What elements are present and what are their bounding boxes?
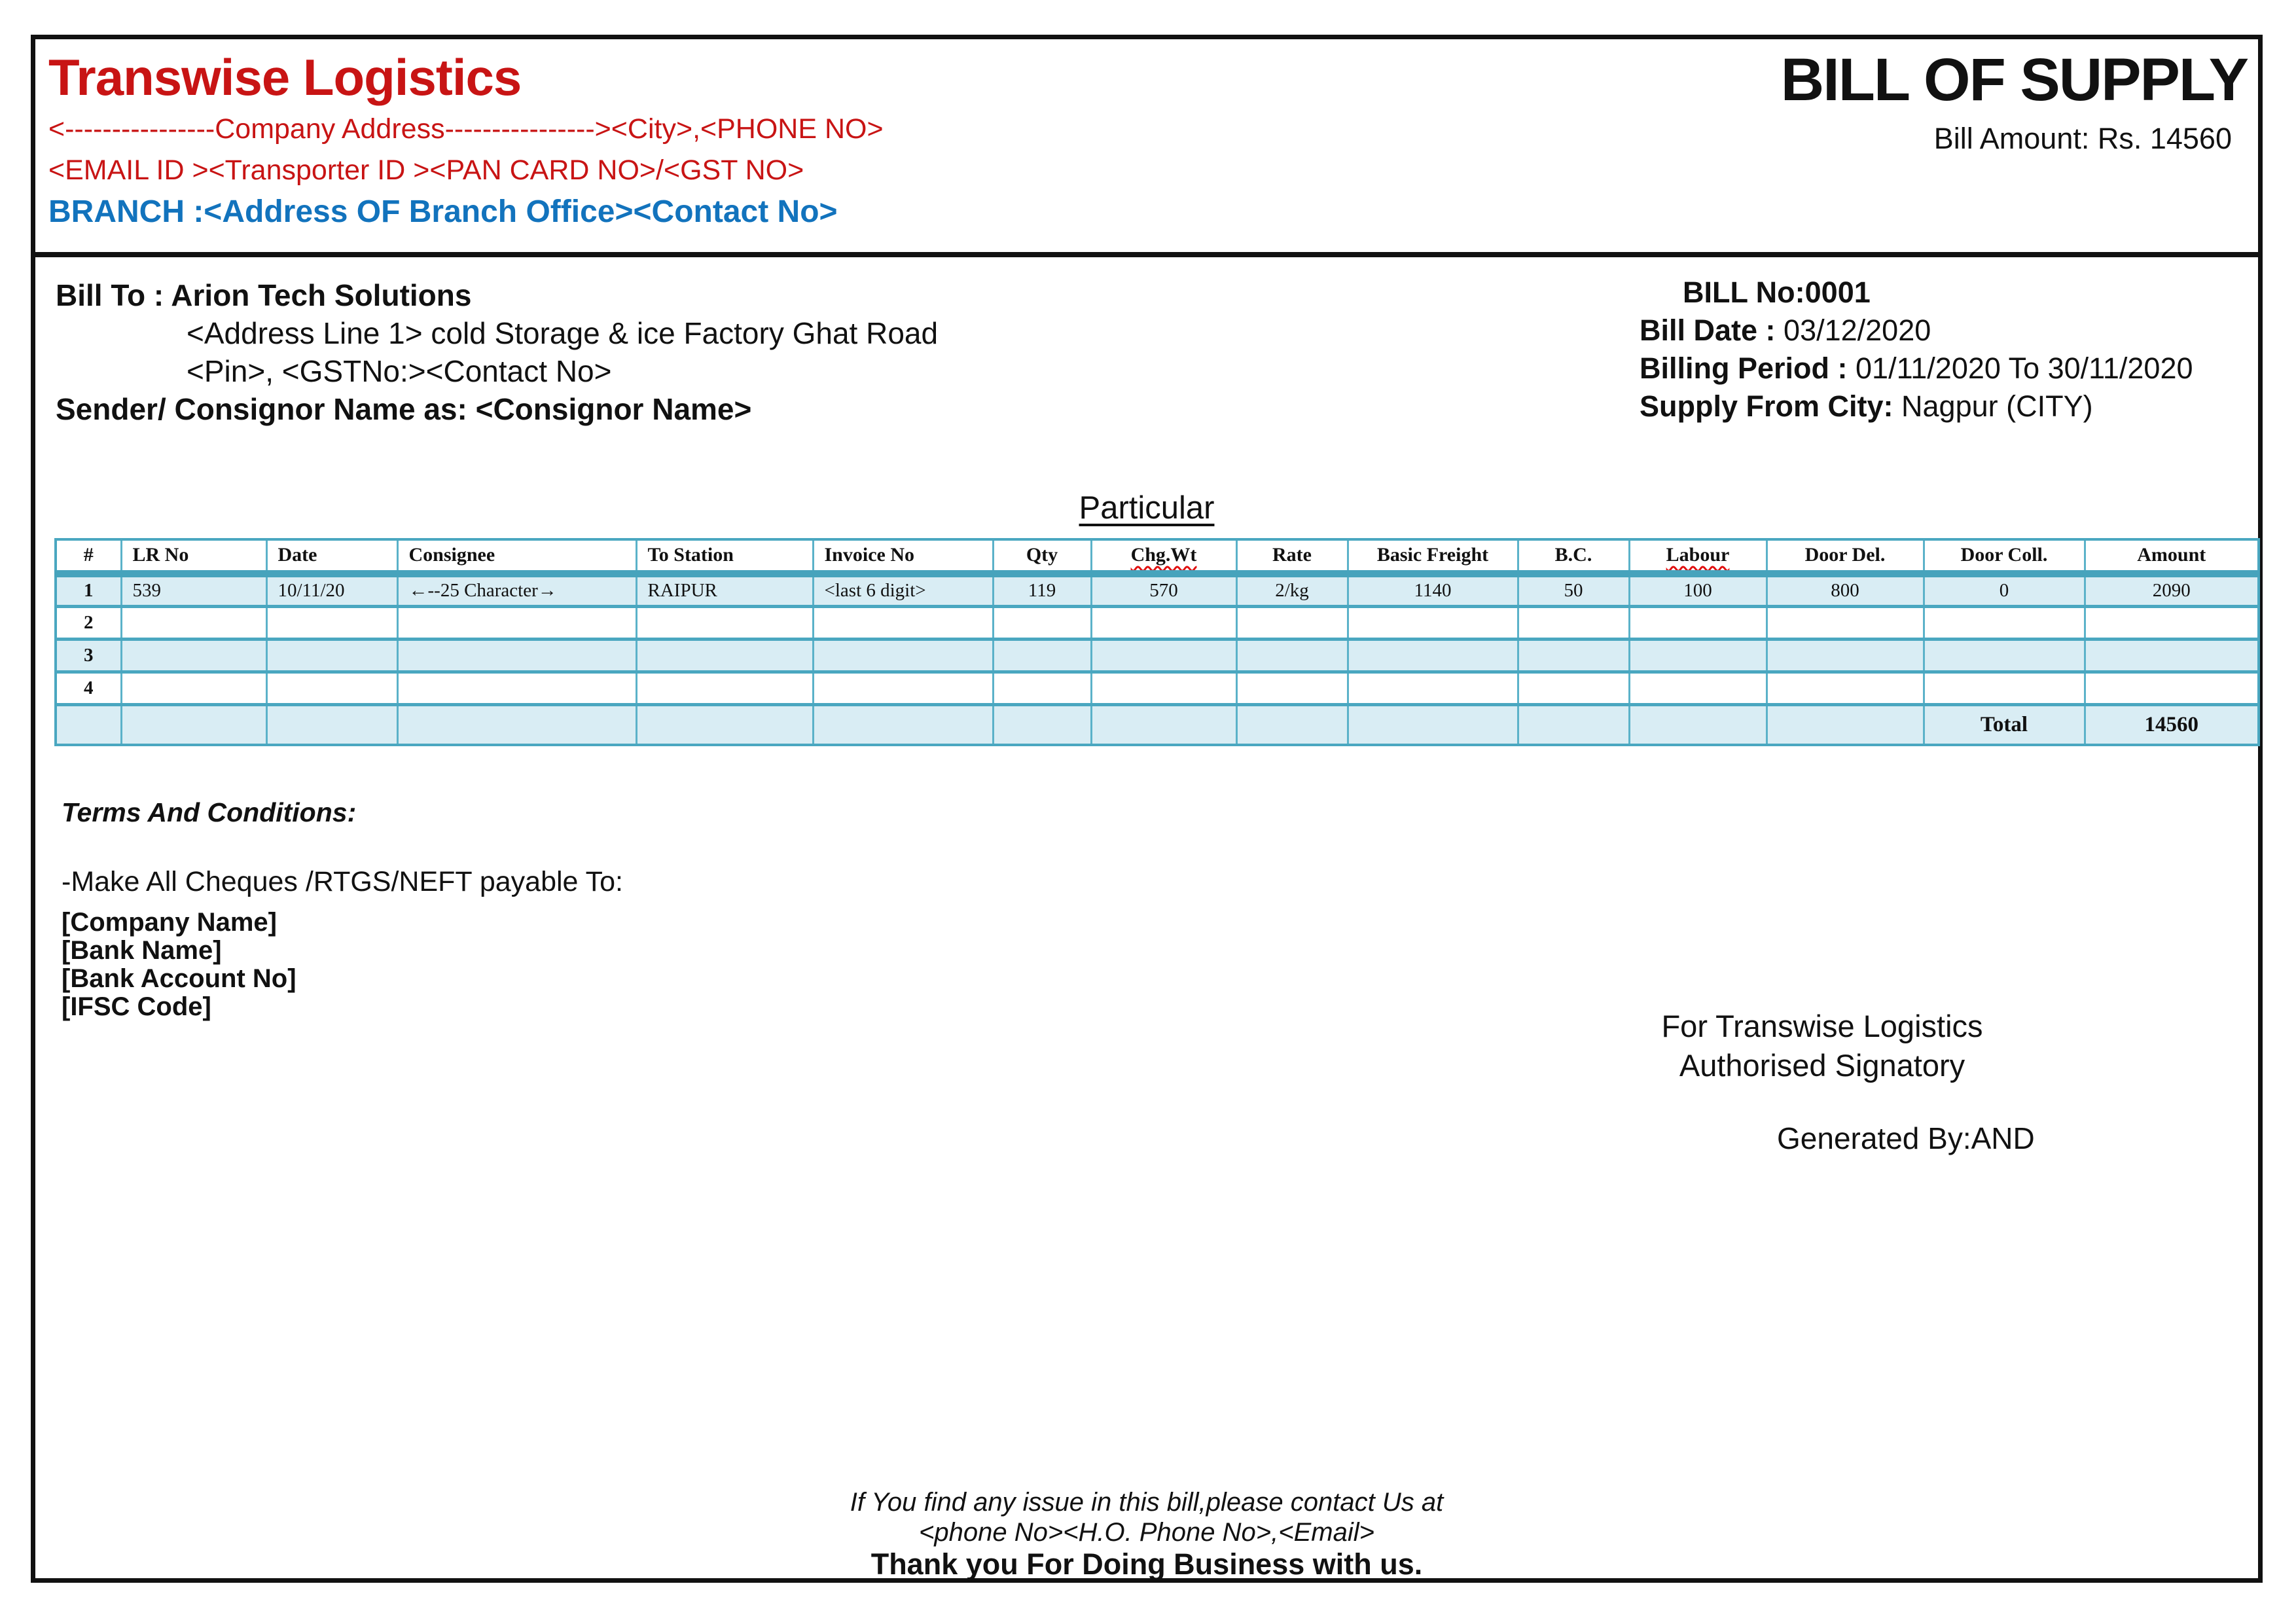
- footer-contact-line1: If You find any issue in this bill,please contact Us at: [850, 1488, 1444, 1517]
- table-cell: [636, 639, 813, 672]
- table-title: Particular: [1079, 490, 1215, 526]
- billing-period-value: 01/11/2020 To 30/11/2020: [1856, 352, 2193, 385]
- table-cell: [1091, 606, 1236, 639]
- bank-ifsc-code: [IFSC Code]: [62, 992, 211, 1021]
- table-cell: [1236, 672, 1348, 704]
- column-header: [1091, 539, 1236, 573]
- table-cell: [2085, 639, 2259, 672]
- table-cell: 1140: [1348, 573, 1518, 606]
- table-cell: 3: [56, 639, 121, 672]
- header-right: [1781, 47, 2248, 156]
- table-cell: [2085, 606, 2259, 639]
- footer-contact-line2: <phone No><H.O. Phone No>,<Email>: [918, 1518, 1374, 1547]
- table-cell: [1236, 606, 1348, 639]
- footer-block: [35, 1487, 2258, 1581]
- column-header: To Station: [636, 539, 813, 573]
- table-cell: 800: [1767, 573, 1924, 606]
- table-cell: [813, 639, 993, 672]
- consignor-line: Sender/ Consignor Name as: <Consignor Name>: [56, 392, 752, 426]
- table-cell: [397, 672, 636, 704]
- table-cell: 100: [1629, 573, 1767, 606]
- bill-to-address2: <Pin>, <GSTNo:><Contact No>: [187, 354, 612, 388]
- table-cell: [397, 704, 636, 745]
- table-cell: [993, 672, 1091, 704]
- column-header: #: [56, 539, 121, 573]
- table-cell: [813, 606, 993, 639]
- table-cell: 50: [1518, 573, 1629, 606]
- table-row: [56, 606, 2259, 639]
- column-header: Basic Freight: [1348, 539, 1518, 573]
- bank-name: [Bank Name]: [62, 936, 222, 965]
- table-cell: [1629, 672, 1767, 704]
- table-cell: [1348, 672, 1518, 704]
- table-cell: [1518, 639, 1629, 672]
- column-header: Consignee: [397, 539, 636, 573]
- header-separator: [31, 252, 2263, 257]
- table-cell: [1518, 606, 1629, 639]
- supply-from-label: Supply From City:: [1640, 389, 1902, 423]
- document-title: BILL OF SUPPLY: [1780, 46, 2248, 113]
- table-cell: 4: [56, 672, 121, 704]
- signature-block: [1606, 1007, 2038, 1085]
- authorised-signatory-line: Authorised Signatory: [1679, 1048, 1965, 1083]
- table-cell: [397, 606, 636, 639]
- table-cell: [2085, 672, 2259, 704]
- bill-number: BILL No:0001: [1683, 276, 1871, 309]
- table-row: [56, 639, 2259, 672]
- table-cell: [397, 639, 636, 672]
- column-header: Door Del.: [1767, 539, 1924, 573]
- bill-date-label: Bill Date :: [1640, 314, 1784, 347]
- company-address-line2: <EMAIL ID ><Transporter ID ><PAN CARD NO>/<GST NO>: [48, 154, 804, 186]
- table-cell: 119: [993, 573, 1091, 606]
- table-cell: [1348, 704, 1518, 745]
- supply-from-value: Nagpur (CITY): [1901, 389, 2093, 423]
- table-cell: [1348, 606, 1518, 639]
- table-cell: [121, 606, 266, 639]
- table-cell: [1924, 606, 2085, 639]
- table-cell: [266, 704, 397, 745]
- table-cell: [1518, 704, 1629, 745]
- billing-period-label: Billing Period :: [1640, 352, 1856, 385]
- table-cell: [993, 639, 1091, 672]
- column-header: Date: [266, 539, 397, 573]
- table-cell: 2090: [2085, 573, 2259, 606]
- table-cell: <last 6 digit>: [813, 573, 993, 606]
- total-label-cell: Total: [1924, 704, 2085, 745]
- table-cell: [266, 672, 397, 704]
- table-cell: [1629, 606, 1767, 639]
- bill-to-address1: <Address Line 1> cold Storage & ice Factory Ghat Road: [187, 316, 939, 350]
- generated-by-line: Generated By:AND: [1777, 1121, 2035, 1155]
- company-address-line1: <----------------Company Address----------------><City>,<PHONE NO>: [48, 113, 884, 145]
- company-name: Transwise Logistics: [48, 48, 522, 106]
- bill-date-line: [1640, 312, 2193, 350]
- table-cell: [1924, 639, 2085, 672]
- table-cell: 10/11/20: [266, 573, 397, 606]
- column-header: Invoice No: [813, 539, 993, 573]
- column-header: Rate: [1236, 539, 1348, 573]
- table-cell: 2/kg: [1236, 573, 1348, 606]
- table-cell: [1924, 672, 2085, 704]
- table-total-row: [56, 704, 2259, 745]
- table-cell: 570: [1091, 573, 1236, 606]
- table-cell: [1236, 639, 1348, 672]
- table-cell: [266, 639, 397, 672]
- column-header-label: Chg.Wt: [1130, 544, 1197, 566]
- column-header: LR No: [121, 539, 266, 573]
- particular-table: [54, 538, 2260, 746]
- table-cell: [1091, 672, 1236, 704]
- column-header: [1629, 539, 1767, 573]
- table-cell: [1629, 639, 1767, 672]
- terms-block: [62, 797, 623, 1021]
- table-cell: [121, 639, 266, 672]
- table-cell: 0: [1924, 573, 2085, 606]
- table-cell: [636, 704, 813, 745]
- table-cell: [993, 704, 1091, 745]
- table-cell: [1767, 672, 1924, 704]
- bill-info-block: [1640, 274, 2193, 425]
- supply-from-line: [1640, 388, 2193, 425]
- bank-company-name: [Company Name]: [62, 908, 277, 937]
- signature-for-line: For Transwise Logistics: [1661, 1009, 1983, 1043]
- table-cell: [636, 606, 813, 639]
- table-cell: RAIPUR: [636, 573, 813, 606]
- table-cell: [1629, 704, 1767, 745]
- table-cell: 1: [56, 573, 121, 606]
- table-cell: [56, 704, 121, 745]
- table-row: [56, 672, 2259, 704]
- bill-to-name: Bill To : Arion Tech Solutions: [56, 278, 472, 312]
- table-cell: [813, 704, 993, 745]
- header-left: [48, 48, 884, 232]
- column-header: Door Coll.: [1924, 539, 2085, 573]
- table-header-row: [56, 539, 2259, 573]
- table-cell: [1348, 639, 1518, 672]
- table-cell: ←--25 Character→: [397, 573, 636, 606]
- bill-amount: Bill Amount: Rs. 14560: [1933, 122, 2232, 155]
- table-row: [56, 573, 2259, 606]
- billing-period-line: [1640, 350, 2193, 388]
- table-cell: [266, 606, 397, 639]
- table-cell: [1767, 639, 1924, 672]
- bill-to-block: [56, 276, 938, 428]
- table-cell: [636, 672, 813, 704]
- column-header: Amount: [2085, 539, 2259, 573]
- table-cell: [121, 704, 266, 745]
- cheque-line: -Make All Cheques /RTGS/NEFT payable To:: [62, 866, 624, 897]
- column-header: B.C.: [1518, 539, 1629, 573]
- terms-title: Terms And Conditions:: [62, 797, 357, 827]
- bill-date-value: 03/12/2020: [1784, 314, 1931, 347]
- total-value-cell: 14560: [2085, 704, 2259, 745]
- bank-account-no: [Bank Account No]: [62, 964, 296, 993]
- column-header-label: Labour: [1666, 544, 1730, 566]
- column-header: Qty: [993, 539, 1091, 573]
- table-cell: 539: [121, 573, 266, 606]
- branch-line: BRANCH :<Address OF Branch Office><Contact No>: [48, 194, 838, 229]
- table-cell: [1236, 704, 1348, 745]
- table-cell: [121, 672, 266, 704]
- page-frame: [31, 35, 2263, 1583]
- table-cell: [1767, 704, 1924, 745]
- table-cell: [813, 672, 993, 704]
- table-cell: [1518, 672, 1629, 704]
- table-cell: [1091, 639, 1236, 672]
- table-cell: [993, 606, 1091, 639]
- table-cell: 2: [56, 606, 121, 639]
- table-cell: [1091, 704, 1236, 745]
- particular-table-wrap: [54, 538, 2257, 746]
- footer-thanks-line: Thank you For Doing Business with us.: [870, 1547, 1423, 1581]
- table-cell: [1767, 606, 1924, 639]
